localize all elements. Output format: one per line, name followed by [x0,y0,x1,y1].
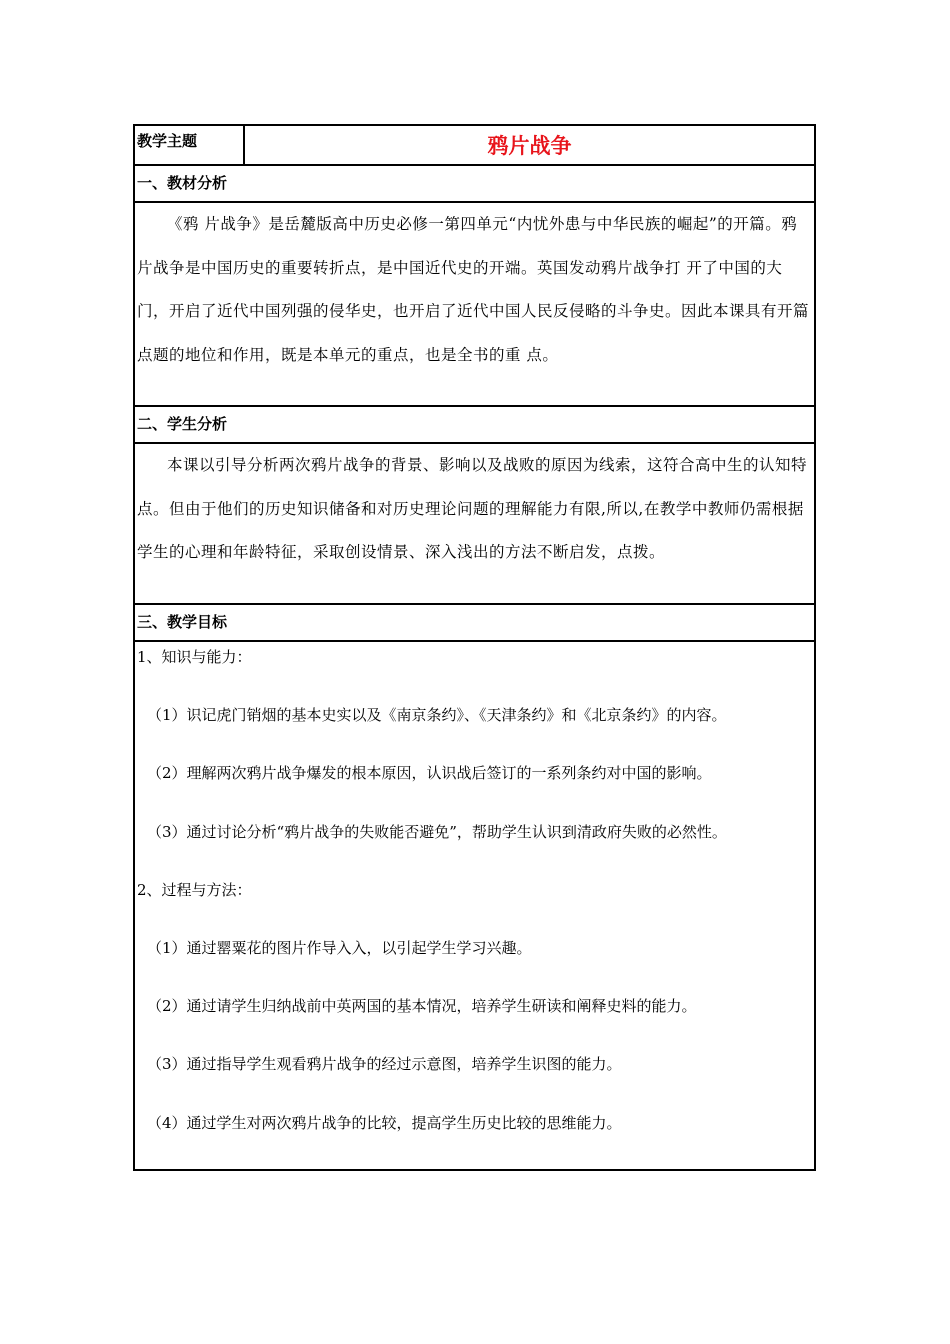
goal-line: （2）通过请学生归纳战前中英两国的基本情况，培养学生研读和阐释史料的能力。 [147,997,697,1016]
lesson-plan-table [133,124,816,1171]
goal-line: 2、过程与方法： [137,880,252,899]
goal-line: （4）通过学生对两次鸦片战争的比较，提高学生历史比较的思维能力。 [147,1113,622,1132]
analysis-heading: 一、教材分析 [134,165,815,202]
goals-body-row [134,641,815,1170]
goals-body [134,641,815,1170]
topic-row [134,125,815,165]
analysis-body-row [134,202,815,406]
students-heading: 二、学生分析 [134,406,815,443]
students-heading-row [134,406,815,443]
goal-line: （1）识记虎门销烟的基本史实以及《南京条约》、《天津条约》和《北京条约》的内容。 [147,706,727,725]
goal-line: （1）通过罂粟花的图片作导入入，以引起学生学习兴趣。 [147,938,532,957]
topic-title: 鸦片战争 [244,125,815,165]
goal-line: （3）通过指导学生观看鸦片战争的经过示意图，培养学生识图的能力。 [147,1055,622,1074]
students-paragraph: 本课以引导分析两次鸦片战争的背景、影响以及战败的原因为线索，这符合高中生的认知特点。但由于他们的历史知识储备和对历史理论问题的理解能力有限,所以,在教学中教师仍需根据学生的心理和年龄特征，采取创设情景、深入浅出的方法不断启发，点拨。 [137,456,808,561]
analysis-paragraph: 《鸦 片战争》是岳麓版高中历史必修一第四单元“内忧外患与中华民族的崛起”的开篇。鸦片战争是中国历史的重要转折点，是中国近代史的开端。英国发动鸦片战争打 开了中国的大门，开启了近代中国列强的侵华史，也开启了近代中国人民反侵略的斗争史。因此本课具有开篇点题的地位和作用，既是本单元的重点，也是全书的重 点。 [137,215,810,364]
students-body-row [134,443,815,604]
students-body [134,443,815,604]
analysis-body [134,202,815,406]
goal-line: （2）理解两次鸦片战争爆发的根本原因，认识战后签订的一系列条约对中国的影响。 [147,764,712,783]
goal-line: （3）通过讨论分析“鸦片战争的失败能否避免”，帮助学生认识到清政府失败的必然性。 [147,822,727,841]
goal-line: 1、知识与能力： [137,648,252,666]
analysis-heading-row [134,165,815,202]
goals-heading-row [134,604,815,641]
goals-heading: 三、教学目标 [134,604,815,641]
topic-label: 教学主题 [134,125,244,165]
